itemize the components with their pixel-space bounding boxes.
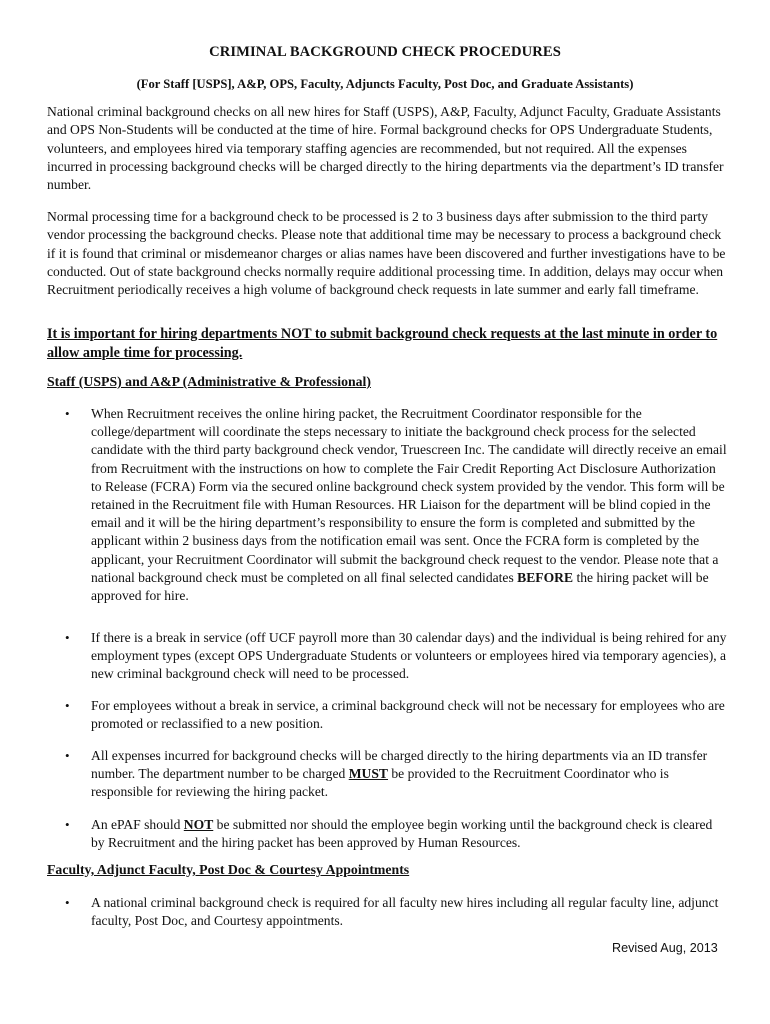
list-item: [65, 697, 728, 733]
bullet-icon: •: [65, 895, 70, 910]
list-item-text: be submitted nor should the employee begin working until the background check is cleared by Recruitment and the hiring packet has been approved by Human Resources.: [91, 817, 713, 851]
staff-section-heading: Staff (USPS) and A&P (Administrative & Professional): [47, 374, 371, 389]
list-item-text: the hiring packet will be approved for hire.: [91, 569, 709, 604]
emphasis-text: MUST: [348, 766, 388, 782]
list-item: [65, 894, 728, 930]
list-item-text: An ePAF should: [91, 817, 184, 832]
emphasis-text: BEFORE: [517, 569, 574, 585]
warning-notice: It is important for hiring departments NOT to submit background check requests at the last minute in order to allow ample time for processing.: [47, 326, 718, 361]
bullet-icon: •: [65, 406, 70, 421]
list-item-text: be provided to the Recruitment Coordinator who is responsible for reviewing the hiring packet.: [91, 766, 669, 800]
bullet-icon: •: [65, 817, 70, 832]
list-item-text: For employees without a break in service, a criminal background check will not be necessary for employees who are promoted or reclassified to a new position.: [91, 698, 725, 732]
bullet-icon: •: [65, 630, 70, 645]
list-item-text: All expenses incurred for background checks will be charged directly to the hiring departments via an ID transfer number. The department number to be charged: [91, 748, 708, 782]
document-title: CRIMINAL BACKGROUND CHECK PROCEDURES: [209, 44, 561, 60]
processing-time-paragraph: Normal processing time for a background check to be processed is 2 to 3 business days after submission to the third party vendor processing the background checks. Please note that additional time may be necessary to process a background check if it is found that criminal or misdemeanor charges or alias names have been discovered and further investigations have to be conducted. Out of state background checks normally require additional processing time. In addition, delays may occur when Recruitment periodically receives a high volume of background check requests in late summer and early fall timeframe.: [47, 209, 726, 298]
list-item-text: A national criminal background check is required for all faculty new hires including all regular faculty line, adjunct faculty, Post Doc, and Courtesy appointments.: [91, 895, 719, 929]
bullet-icon: •: [65, 748, 70, 763]
intro-paragraph: National criminal background checks on all new hires for Staff (USPS), A&P, Faculty, Adjunct Faculty, Graduate Assistants and OPS Non-Students will be conducted at the time of hire. Formal background checks for OPS Undergraduate Students, volunteers, and employees hired via temporary staffing agencies are recommended, but not required. All the expenses incurred in processing background checks will be charged directly to the hiring departments via the department’s ID transfer number.: [47, 104, 724, 193]
list-item: [65, 747, 728, 802]
bullet-icon: •: [65, 698, 70, 713]
list-item-text: When Recruitment receives the online hiring packet, the Recruitment Coordinator responsible for the college/department will coordinate the steps necessary to initiate the background check process for the selected candidate with the third party background check vendor, Truescreen Inc. The candidate will directly receive an email from Recruitment with the instructions on how to complete the Fair Credit Reporting Act Disclosure Authorization to Release (FCRA) Form via the secured online background check system provided by the vendor. This form will be retained in the Recruitment file with Human Resources. HR Liaison for the department will be blind copied in the email and it will be the hiring department’s responsibility to ensure the form is completed and submitted by the applicant within 2 business days from the notification email was sent. Once the FCRA form is completed by the applicant, your Recruitment Coordinator will submit the background check request to the vendor. Please note that a national background check must be completed on all final selected candidates: [91, 406, 727, 585]
faculty-section-heading: Faculty, Adjunct Faculty, Post Doc & Courtesy Appointments: [47, 862, 410, 877]
document-subtitle: (For Staff [USPS], A&P, OPS, Faculty, Adjuncts Faculty, Post Doc, and Graduate Assistants): [136, 77, 634, 91]
list-item: [65, 405, 728, 605]
list-item: [65, 629, 728, 684]
emphasis-text: NOT: [183, 817, 214, 832]
revision-date: Revised Aug, 2013: [612, 941, 718, 955]
list-item: [65, 816, 728, 852]
list-item-text: If there is a break in service (off UCF payroll more than 30 calendar days) and the individual is being rehired for any employment types (except OPS Undergraduate Students or volunteers or employees hired via temporary agencies), a new criminal background check will need to be processed.: [91, 630, 727, 682]
